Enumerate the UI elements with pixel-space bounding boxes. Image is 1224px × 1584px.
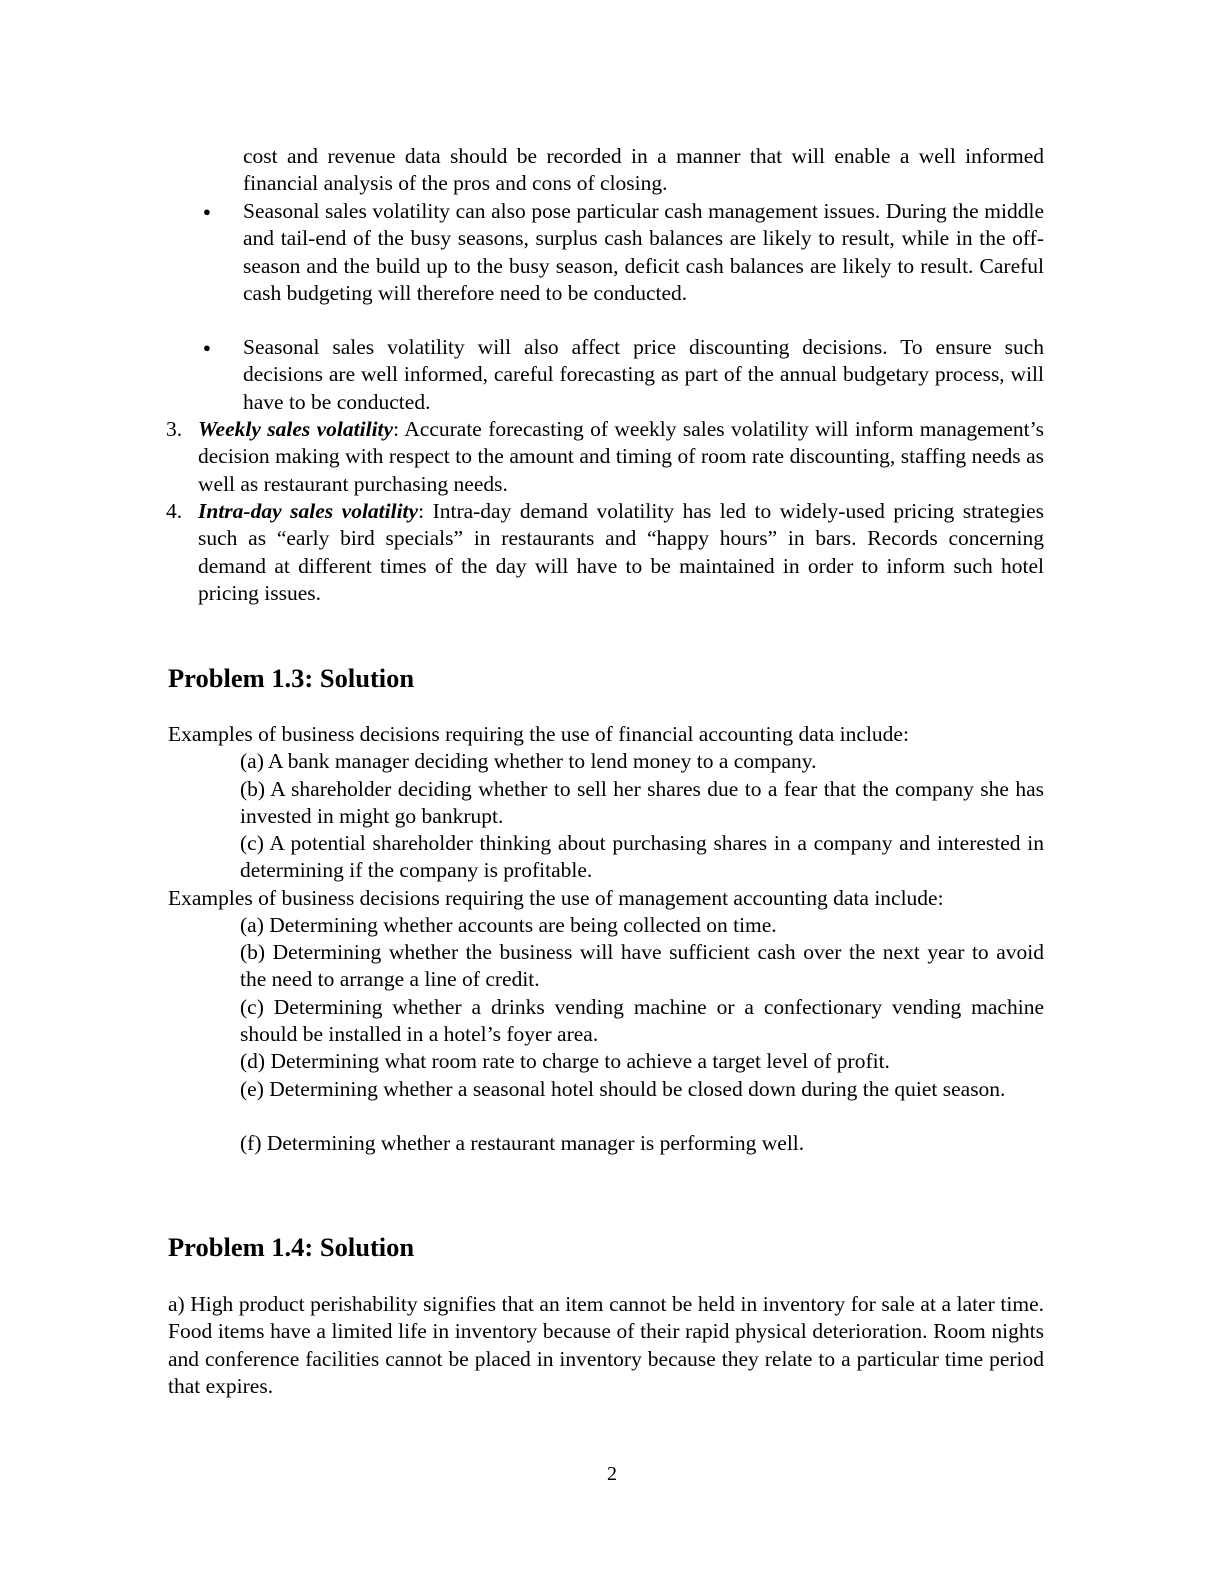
bullet-text: Seasonal sales volatility can also pose particular cash management issues. During the middle and tail-end of the busy seasons, surplus cash balances are likely to result, while in the off-season and the build up to the busy season, deficit cash balances are likely to result. Careful cash budgeting will therefore need to be conducted.	[243, 199, 1044, 305]
management-example: (a) Determining whether accounts are being collected on time.	[240, 913, 777, 937]
continuation-paragraph: cost and revenue data should be recorded in a manner that will enable a well informed financial analysis of the pros and cons of closing.	[243, 144, 1044, 196]
numbered-item	[166, 416, 1044, 498]
management-example: (b) Determining whether the business will have sufficient cash over the next year to avoid the need to arrange a line of credit.	[240, 940, 1044, 992]
section-heading: Problem 1.4: Solution	[168, 1232, 415, 1262]
bullet-icon: ●	[203, 204, 211, 219]
section-heading: Problem 1.3: Solution	[168, 663, 415, 693]
management-example: (f) Determining whether a restaurant manager is performing well.	[240, 1131, 805, 1155]
item-text: : Accurate forecasting of weekly sales volatility will inform management’s decision making with respect to the amount and timing of room rate discounting, staffing needs as well as restaurant purchasing needs.	[198, 417, 1044, 496]
item-number: 4.	[166, 499, 183, 523]
financial-example: (b) A shareholder deciding whether to sell her shares due to a fear that the company she has invested in might go bankrupt.	[240, 777, 1044, 829]
financial-intro: Examples of business decisions requiring the use of financial accounting data include:	[168, 722, 909, 746]
item-text: : Intra-day demand volatility has led to widely-used pricing strategies such as “early bird specials” in restaurants and “happy hours” in bars. Records concerning demand at different times of the day will have to be maintained in order to inform such hotel pricing issues.	[198, 499, 1044, 605]
bullet-text: Seasonal sales volatility will also affect price discounting decisions. To ensure such decisions are well informed, careful forecasting as part of the annual budgetary process, will have to be conducted.	[243, 335, 1044, 414]
financial-example: (a) A bank manager deciding whether to lend money to a company.	[240, 749, 817, 773]
page-number: 2	[607, 1463, 617, 1485]
financial-example: (c) A potential shareholder thinking about purchasing shares in a company and interested in determining if the company is profitable.	[240, 831, 1044, 883]
management-intro: Examples of business decisions requiring the use of management accounting data include:	[168, 886, 944, 910]
item-title: Weekly sales volatility	[198, 417, 394, 441]
bullet-icon: ●	[203, 340, 211, 355]
perishability-paragraph: a) High product perishability signifies that an item cannot be held in inventory for sale at a later time. Food items have a limited life in inventory because of their rapid physical deterioration. Room nights and conference facilities cannot be placed in inventory because they relate to a particular time period that expires.	[168, 1292, 1044, 1398]
numbered-item	[166, 498, 1044, 607]
bullet-item	[203, 334, 1044, 416]
management-example: (d) Determining what room rate to charge to achieve a target level of profit.	[240, 1049, 890, 1073]
management-example: (e) Determining whether a seasonal hotel should be closed down during the quiet season.	[240, 1077, 1006, 1101]
item-number: 3.	[166, 417, 183, 441]
bullet-item	[203, 198, 1044, 307]
management-example: (c) Determining whether a drinks vending machine or a confectionary vending machine should be installed in a hotel’s foyer area.	[240, 995, 1044, 1047]
item-title: Intra-day sales volatility	[198, 499, 419, 523]
